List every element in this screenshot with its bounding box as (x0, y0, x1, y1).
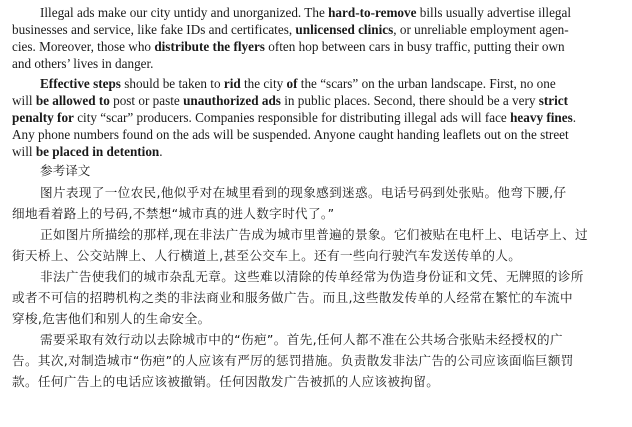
text-run: businesses and service, like fake IDs and certificates, (12, 22, 296, 37)
text-run: should be taken to (120, 76, 224, 91)
chinese-line-6: 或者不可信的招聘机构之类的非法商业和服务做广告。而且,这些散发传单的人经常在繁忙的车流中 (12, 290, 573, 305)
bold-phrase: be placed in detention (35, 144, 160, 159)
chinese-line-5: 非法广告使我们的城市杂乱无章。这些难以清除的传单经常为伪造身份证和文凭、无牌照的诊所 (40, 269, 584, 284)
chinese-line-1: 图片表现了一位农民,他似乎对在城里看到的现象感到迷惑。电话号码到处张贴。他弯下腰,仔 (40, 185, 567, 200)
text-run: city “scar” producers. Companies responsible for distributing illegal ads will face (73, 110, 511, 125)
bold-phrase: strict (538, 93, 569, 108)
text-run: . (159, 144, 163, 159)
bold-phrase: distribute the flyers (154, 39, 265, 54)
chinese-line-4: 街天桥上、公交站牌上、人行横道上,甚至公交车上。还有一些向行驶汽车发送传单的人。 (12, 248, 522, 263)
bold-phrase: unlicensed clinics (295, 22, 394, 37)
bold-phrase: hard-to-remove (328, 5, 417, 20)
chinese-line-3: 正如图片所描绘的那样,现在非法广告成为城市里普遍的景象。它们被贴在电杆上、电话亭上、过 (40, 227, 588, 242)
text-run: and others’ lives in danger. (12, 56, 154, 71)
text-run: bills usually advertise illegal (416, 5, 572, 20)
bold-phrase: of (286, 76, 298, 91)
text-run: will (12, 144, 36, 159)
bold-phrase: be allowed to (35, 93, 110, 108)
chinese-line-2: 细地看着路上的号码,不禁想“城市真的进人数字时代了。” (12, 206, 335, 221)
chinese-line-7: 穿梭,危害他们和别人的生命安全。 (12, 311, 211, 326)
english-p2-line-2 (12, 93, 568, 109)
text-run: cies. Moreover, those who (12, 39, 155, 54)
english-p1-line-3 (12, 39, 565, 55)
bold-phrase: rid (223, 76, 241, 91)
text-run: the “scars” on the urban landscape. First, no one (297, 76, 556, 91)
chinese-line-10: 款。任何广告上的电话应该被撤销。任何因散发广告被抓的人应该被拘留。 (12, 374, 440, 389)
english-p2-line-1 (40, 76, 556, 92)
english-p1-line-1 (40, 5, 571, 21)
text-run: will (12, 93, 36, 108)
english-p2-line-3 (12, 110, 576, 126)
text-run: Any phone numbers found on the ads will be suspended. Anyone caught handing leaflets out on the street (12, 127, 569, 142)
text-run: , or unreliable employment agen- (393, 22, 569, 37)
english-p1-line-4 (12, 56, 153, 72)
text-run: . (572, 110, 577, 125)
bold-phrase: Effective steps (40, 76, 121, 91)
english-p2-line-5 (12, 144, 163, 160)
translation-heading: 参考译文 (40, 163, 91, 178)
bold-phrase: unauthorized ads (183, 93, 281, 108)
text-run: often hop between cars in busy traffic, putting their own (264, 39, 565, 54)
text-run: the city (240, 76, 287, 91)
text-run: in public places. Second, there should be a very (280, 93, 539, 108)
chinese-line-9: 告。其次,对制造城市“伤疤”的人应该有严厉的惩罚措施。负责散发非法广告的公司应该面临巨额罚 (12, 353, 574, 368)
chinese-line-8: 需要采取有效行动以去除城市中的“伤疤”。首先,任何人都不准在公共场合张贴未经授权的广 (40, 332, 563, 347)
text-run: post or paste (109, 93, 184, 108)
english-p1-line-2 (12, 22, 569, 38)
bold-phrase: penalty for (12, 110, 74, 125)
bold-phrase: heavy fines (510, 110, 573, 125)
english-p2-line-4 (12, 127, 569, 143)
text-run: Illegal ads make our city untidy and unorganized. The (40, 5, 329, 20)
